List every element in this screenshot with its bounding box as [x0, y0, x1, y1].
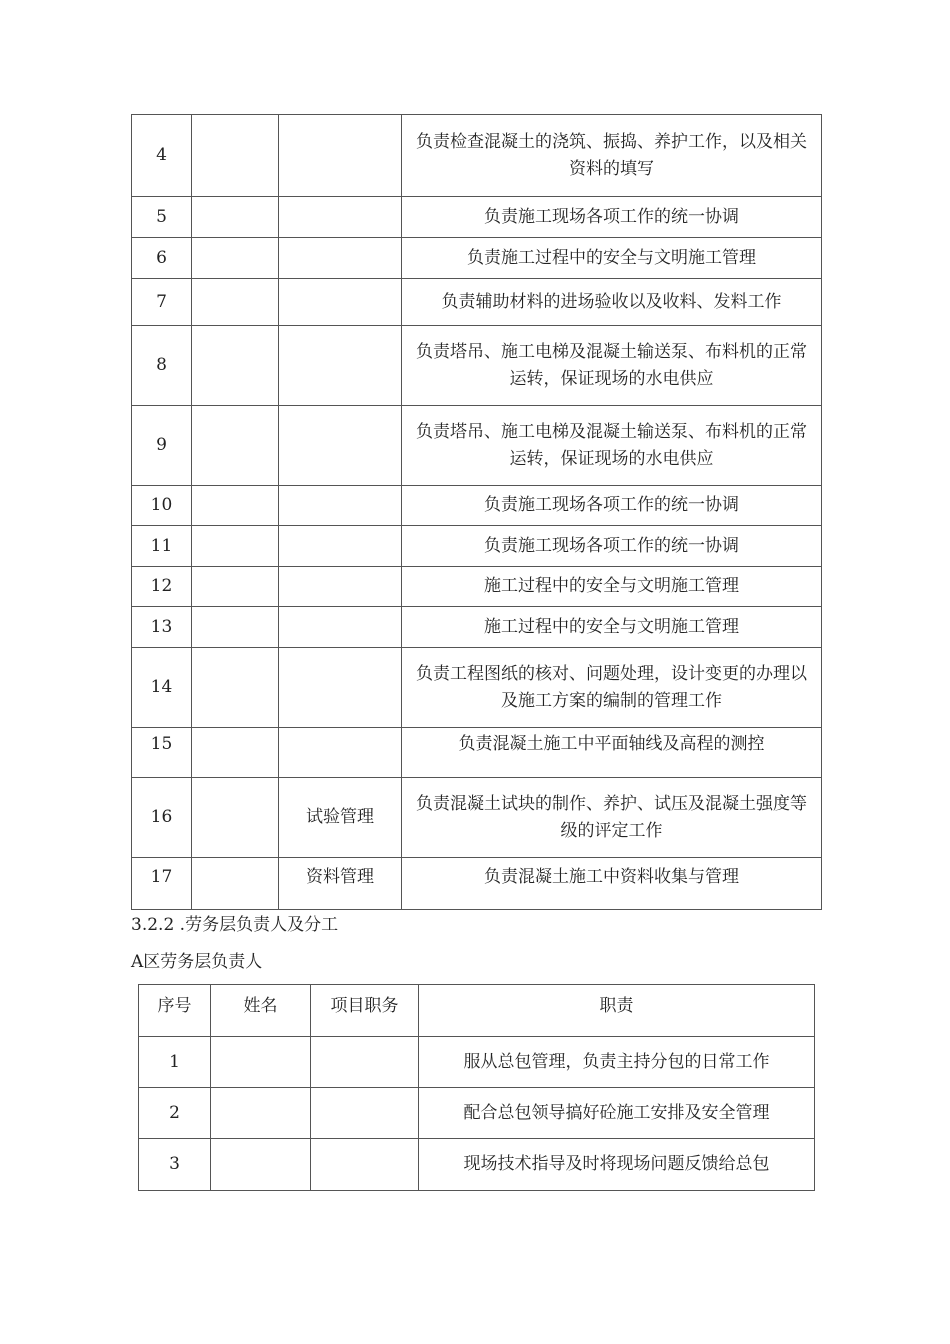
header-duty: 职责 — [419, 985, 815, 1037]
responsibility-table — [131, 114, 822, 910]
labor-leader-table — [138, 984, 815, 1191]
table-row — [132, 406, 822, 486]
header-name: 姓名 — [211, 985, 311, 1037]
row-number: 12 — [132, 567, 192, 607]
header-no: 序号 — [139, 985, 211, 1037]
role-cell — [279, 567, 402, 607]
position-cell — [311, 1088, 419, 1139]
table-row — [132, 858, 822, 910]
row-number: 4 — [132, 115, 192, 197]
duty-cell: 施工过程中的安全与文明施工管理 — [402, 607, 822, 648]
row-number: 16 — [132, 778, 192, 858]
table-header-row — [139, 985, 815, 1037]
position-cell — [311, 1037, 419, 1088]
row-number: 1 — [139, 1037, 211, 1088]
row-number: 2 — [139, 1088, 211, 1139]
name-cell — [192, 406, 279, 486]
row-number: 5 — [132, 197, 192, 238]
duty-cell: 配合总包领导搞好砼施工安排及安全管理 — [419, 1088, 815, 1139]
role-cell — [279, 406, 402, 486]
table-row — [132, 197, 822, 238]
role-cell: 资料管理 — [279, 858, 402, 910]
name-cell — [192, 486, 279, 526]
table-row — [132, 326, 822, 406]
duty-cell: 负责工程图纸的核对、问题处理，设计变更的办理以及施工方案的编制的管理工作 — [402, 648, 822, 728]
table-row — [139, 1088, 815, 1139]
row-number: 17 — [132, 858, 192, 910]
name-cell — [192, 567, 279, 607]
role-cell — [279, 326, 402, 406]
duty-cell: 负责塔吊、施工电梯及混凝土输送泵、布料机的正常运转，保证现场的水电供应 — [402, 406, 822, 486]
duty-cell: 负责塔吊、施工电梯及混凝土输送泵、布料机的正常运转，保证现场的水电供应 — [402, 326, 822, 406]
name-cell — [192, 858, 279, 910]
role-cell — [279, 648, 402, 728]
role-cell — [279, 728, 402, 778]
duty-cell: 负责施工过程中的安全与文明施工管理 — [402, 238, 822, 279]
duty-cell: 负责施工现场各项工作的统一协调 — [402, 526, 822, 567]
table-row — [132, 778, 822, 858]
duty-cell: 负责检查混凝土的浇筑、振捣、养护工作，以及相关资料的填写 — [402, 115, 822, 197]
row-number: 8 — [132, 326, 192, 406]
name-cell — [192, 238, 279, 279]
role-cell — [279, 197, 402, 238]
table-row — [132, 486, 822, 526]
table-row — [132, 648, 822, 728]
name-cell — [211, 1139, 311, 1191]
table-row — [139, 1139, 815, 1191]
row-number: 9 — [132, 406, 192, 486]
role-cell — [279, 607, 402, 648]
table-row — [132, 567, 822, 607]
role-cell — [279, 486, 402, 526]
row-number: 11 — [132, 526, 192, 567]
duty-cell: 负责混凝土试块的制作、养护、试压及混凝土强度等级的评定工作 — [402, 778, 822, 858]
duty-cell: 负责施工现场各项工作的统一协调 — [402, 486, 822, 526]
table-row — [132, 728, 822, 778]
table-row — [139, 1037, 815, 1088]
row-number: 14 — [132, 648, 192, 728]
name-cell — [192, 197, 279, 238]
duty-cell: 负责辅助材料的进场验收以及收料、发料工作 — [402, 279, 822, 326]
role-cell — [279, 115, 402, 197]
name-cell — [192, 326, 279, 406]
name-cell — [192, 526, 279, 567]
role-cell — [279, 279, 402, 326]
table-row — [132, 607, 822, 648]
section-heading: 3.2.2 .劳务层负责人及分工 — [131, 915, 339, 935]
name-cell — [192, 648, 279, 728]
duty-cell: 施工过程中的安全与文明施工管理 — [402, 567, 822, 607]
table-row — [132, 279, 822, 326]
row-number: 7 — [132, 279, 192, 326]
duty-cell: 负责混凝土施工中平面轴线及高程的测控 — [402, 728, 822, 778]
name-cell — [192, 279, 279, 326]
row-number: 13 — [132, 607, 192, 648]
row-number: 3 — [139, 1139, 211, 1191]
row-number: 6 — [132, 238, 192, 279]
header-position: 项目职务 — [311, 985, 419, 1037]
name-cell — [211, 1037, 311, 1088]
name-cell — [192, 607, 279, 648]
position-cell — [311, 1139, 419, 1191]
table-row — [132, 115, 822, 197]
duty-cell: 现场技术指导及时将现场问题反馈给总包 — [419, 1139, 815, 1191]
table-row — [132, 238, 822, 279]
duty-cell: 负责施工现场各项工作的统一协调 — [402, 197, 822, 238]
role-cell — [279, 238, 402, 279]
role-cell — [279, 526, 402, 567]
name-cell — [192, 728, 279, 778]
name-cell — [211, 1088, 311, 1139]
duty-cell: 负责混凝土施工中资料收集与管理 — [402, 858, 822, 910]
row-number: 10 — [132, 486, 192, 526]
role-cell: 试验管理 — [279, 778, 402, 858]
name-cell — [192, 115, 279, 197]
table-row — [132, 526, 822, 567]
name-cell — [192, 778, 279, 858]
duty-cell: 服从总包管理，负责主持分包的日常工作 — [419, 1037, 815, 1088]
subsection-heading: A区劳务层负责人 — [131, 952, 263, 972]
row-number: 15 — [132, 728, 192, 778]
